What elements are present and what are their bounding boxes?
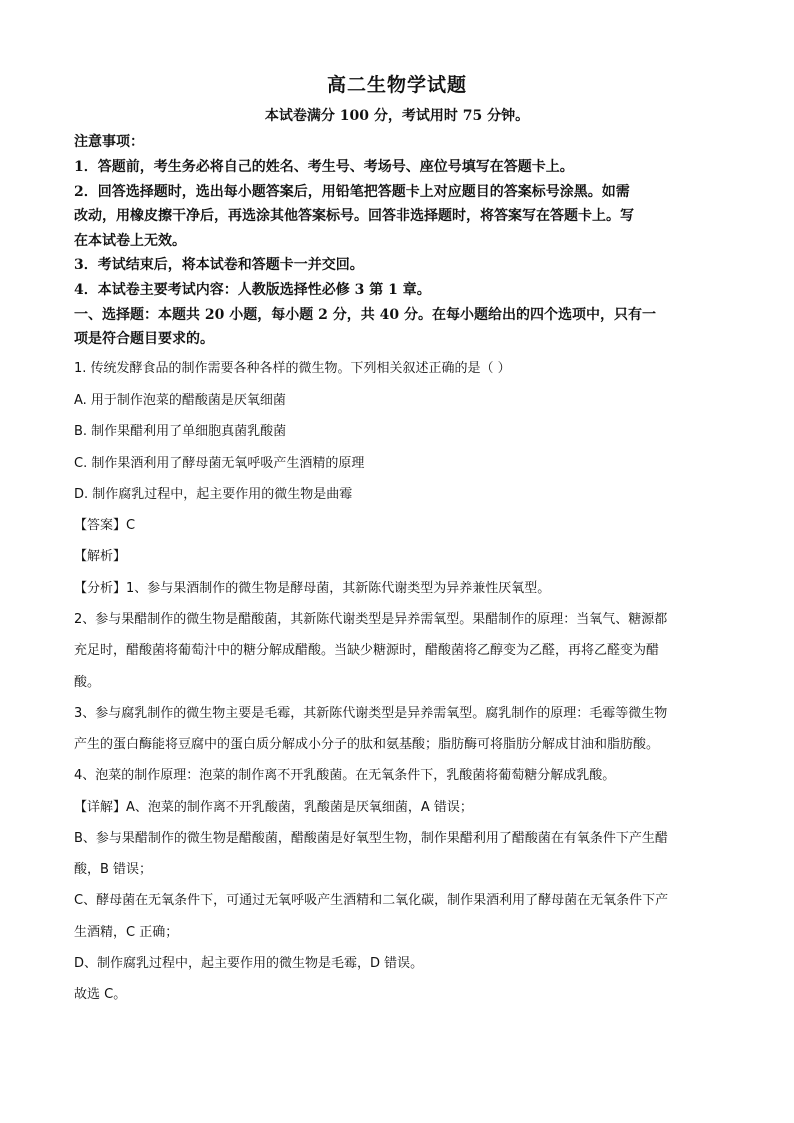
analysis-line: 【分析】1、参与果酒制作的微生物是酵母菌，其新陈代谢类型为异养兼性厌氧型。 xyxy=(74,581,551,596)
analysis-line: 4、泡菜的制作原理：泡菜的制作离不开乳酸菌。在无氧条件下，乳酸菌将葡萄糖分解成乳酸。 xyxy=(74,768,616,783)
option-c: C. 制作果酒利用了酵母菌无氧呼吸产生酒精的原理 xyxy=(74,456,365,471)
analysis-line: 3、参与腐乳制作的微生物主要是毛霉，其新陈代谢类型是异养需氧型。腐乳制作的原理：毛霉等微生物 xyxy=(74,706,668,721)
conclusion-line: 故选 C。 xyxy=(74,987,127,1002)
exam-info: 本试卷满分 100 分，考试用时 75 分钟。 xyxy=(264,108,530,124)
notice-item: 1．答题前，考生务必将自己的姓名、考生号、考场号、座位号填写在答题卡上。 xyxy=(74,159,574,175)
notice-item: 4．本试卷主要考试内容：人教版选择性必修 3 第 1 章。 xyxy=(74,282,431,298)
analysis-label: 【解析】 xyxy=(74,549,127,564)
section-heading: 一、选择题：本题共 20 小题，每小题 2 分，共 40 分。在每小题给出的四个选项中，只有一 xyxy=(74,307,656,323)
page-title: 高二生物学试题 xyxy=(326,74,467,96)
option-a: A. 用于制作泡菜的醋酸菌是厌氧细菌 xyxy=(74,393,286,408)
notice-item: 改动，用橡皮擦干净后，再选涂其他答案标号。回答非选择题时，将答案写在答题卡上。写 xyxy=(74,208,634,224)
option-b: B. 制作果醋利用了单细胞真菌乳酸菌 xyxy=(74,424,287,439)
analysis-line: D、制作腐乳过程中，起主要作用的微生物是毛霉，D 错误。 xyxy=(74,956,424,971)
notice-item: 在本试卷上无效。 xyxy=(74,233,186,249)
analysis-line: 酸。 xyxy=(74,675,101,690)
notice-item: 3．考试结束后，将本试卷和答题卡一并交回。 xyxy=(74,257,364,273)
analysis-line: 生酒精，C 正确； xyxy=(74,925,179,940)
section-heading: 项是符合题目要求的。 xyxy=(74,331,214,347)
analysis-line: B、参与果醋制作的微生物是醋酸菌，醋酸菌是好氧型生物，制作果醋利用了醋酸菌在有氧条件下产生醋 xyxy=(74,831,668,846)
notice-heading: 注意事项： xyxy=(74,134,144,150)
analysis-line: 【详解】A、泡菜的制作离不开乳酸菌，乳酸菌是厌氧细菌，A 错误； xyxy=(74,800,473,815)
notice-item: 2．回答选择题时，选出每小题答案后，用铅笔把答题卡上对应题目的答案标号涂黑。如需 xyxy=(74,184,630,200)
analysis-line: 充足时，醋酸菌将葡萄汁中的糖分解成醋酸。当缺少糖源时，醋酸菌将乙醇变为乙醛，再将乙醛变为醋 xyxy=(74,643,660,658)
question-stem: 1. 传统发酵食品的制作需要各种各样的微生物。下列相关叙述正确的是（ ） xyxy=(74,361,511,376)
analysis-line: 酸，B 错误； xyxy=(74,862,153,877)
analysis-line: 产生的蛋白酶能将豆腐中的蛋白质分解成小分子的肽和氨基酸；脂肪酶可将脂肪分解成甘油和脂肪酸。 xyxy=(74,737,660,752)
analysis-line: C、酵母菌在无氧条件下，可通过无氧呼吸产生酒精和二氧化碳，制作果酒利用了酵母菌在无氧条件下产 xyxy=(74,893,669,908)
answer-label: 【答案】C xyxy=(74,518,136,533)
option-d: D. 制作腐乳过程中，起主要作用的微生物是曲霉 xyxy=(74,487,353,502)
analysis-line: 2、参与果醋制作的微生物是醋酸菌，其新陈代谢类型是异养需氧型。果醋制作的原理：当氧气、糖源都 xyxy=(74,612,668,627)
